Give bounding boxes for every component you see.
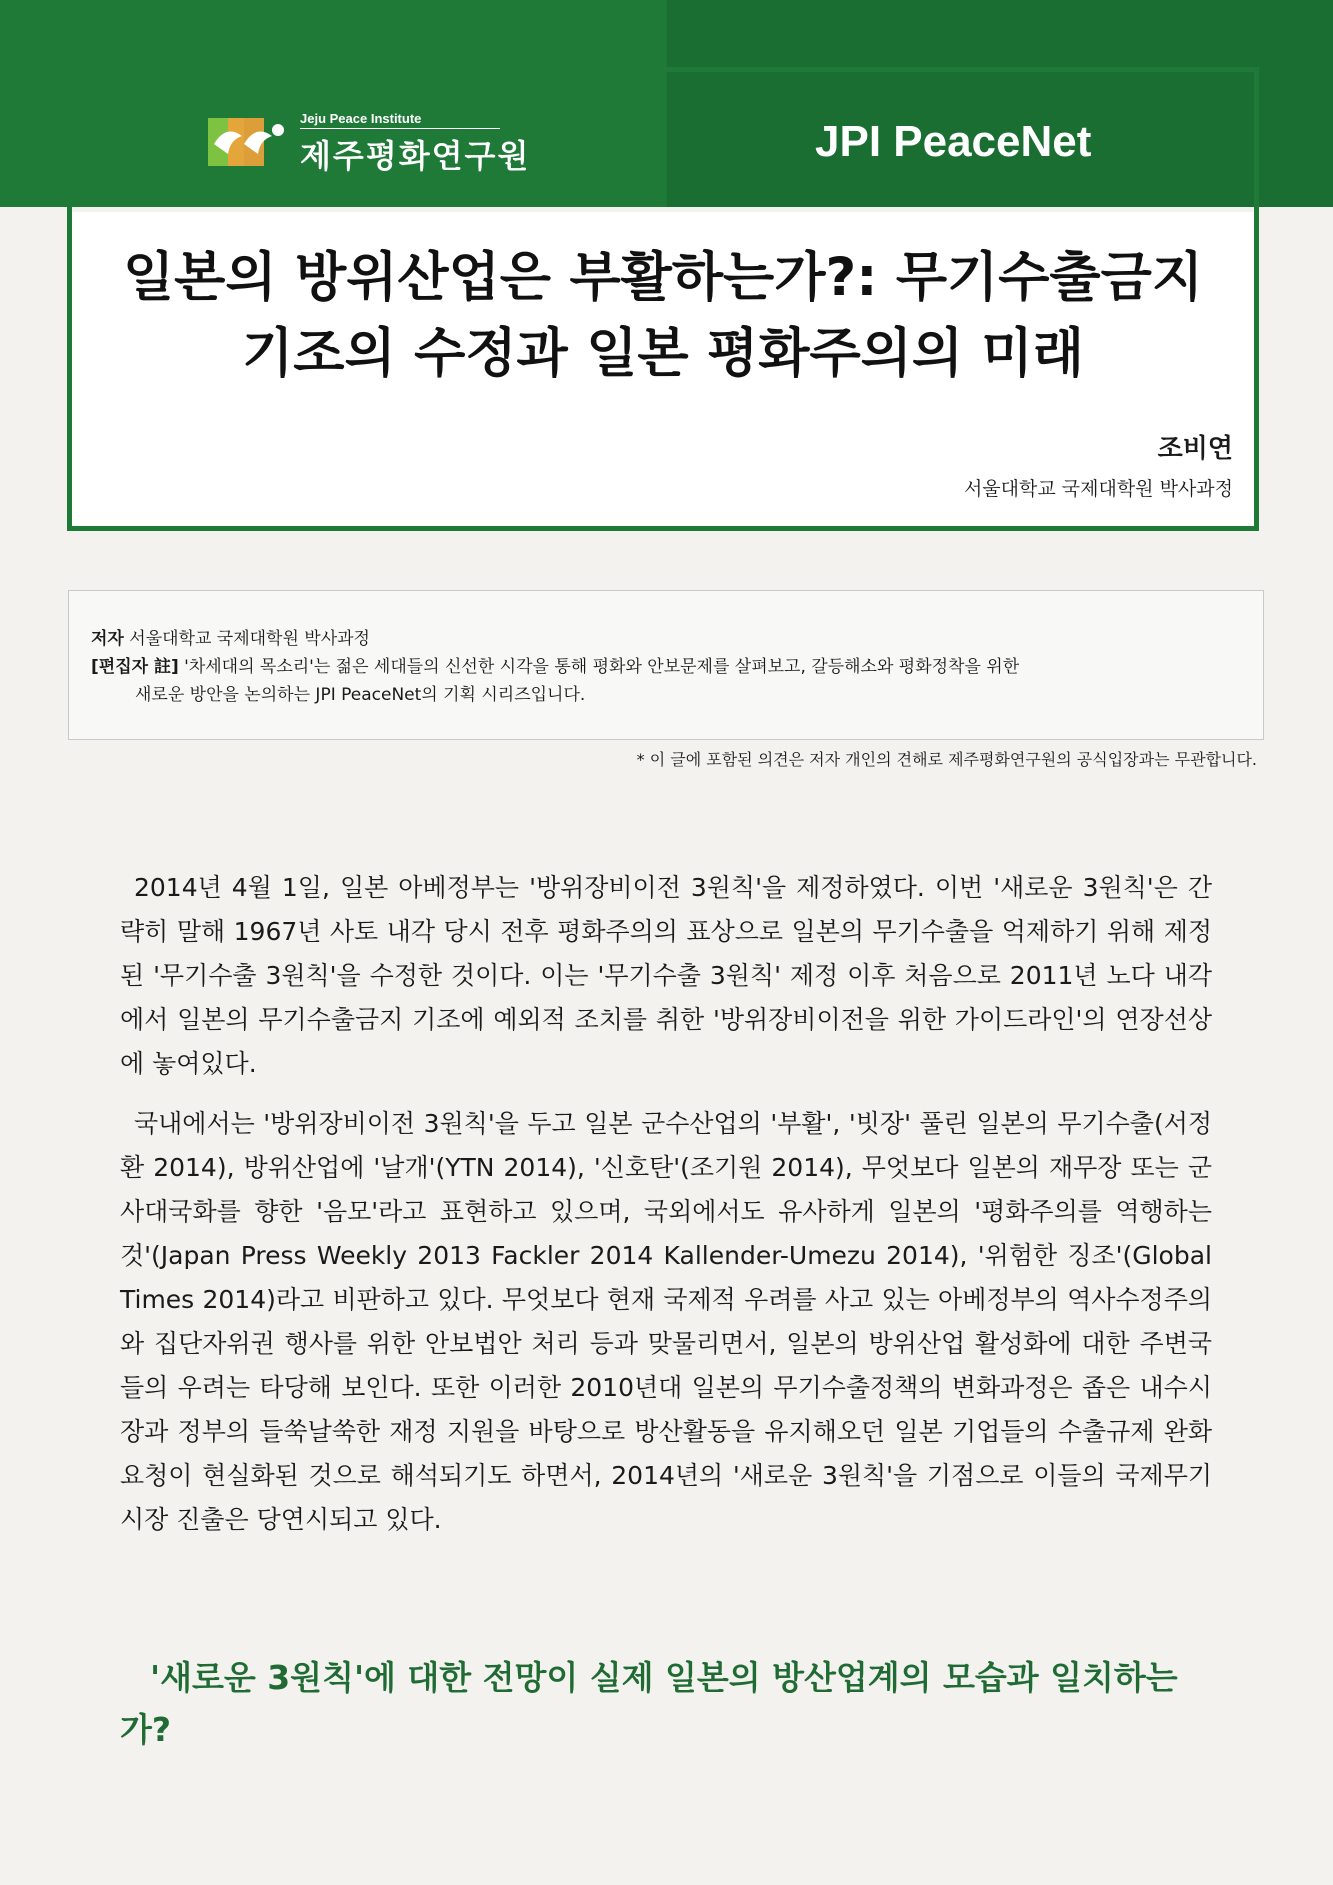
author-label: 저자	[91, 629, 124, 649]
editor-note-line-2: 새로운 방안을 논의하는 JPI PeaceNet의 기획 시리즈입니다.	[135, 685, 586, 705]
document-title	[80, 240, 1246, 392]
article-body	[120, 866, 1212, 1558]
body-paragraph-1: 2014년 4월 1일, 일본 아베정부는 '방위장비이전 3원칙'을 제정하였다. 이번 '새로운 3원칙'은 간략히 말해 1967년 사토 내각 당시 전후 평화주의의 표상으로 일본의 무기수출을 억제하기 위해 제정된 '무기수출 3원칙'을 수정한 것이다. 이는 '무기수출 3원칙' 제정 이후 처음으로 2011년 노다 내각에서 일본의 무기수출금지 기조에 예외적 조치를 취한 '방위장비이전을 위한 가이드라인'의 연장선상에 놓여있다.	[120, 873, 1212, 1078]
editor-label: [편집자 註]	[91, 657, 179, 677]
title-line-1: 일본의 방위산업은 부활하는가?: 무기수출금지	[122, 247, 1204, 308]
section-heading: '새로운 3원칙'에 대한 전망이 실제 일본의 방산업계의 모습과 일치하는가?	[120, 1658, 1178, 1749]
body-paragraph-2: 국내에서는 '방위장비이전 3원칙'을 두고 일본 군수산업의 '부활', '빗장' 풀린 일본의 무기수출(서정환 2014), 방위산업에 '날개'(YTN 2014), '신호탄'(조기원 2014), 무엇보다 일본의 재무장 또는 군사대국화를 향한 '음모'라고 표현하고 있으며, 국외에서도 유사하게 일본의 '평화주의를 역행하는 것'(Japan Press Weekly 2013 Fackler 2014 Kallender-Umezu 2014), '위험한 징조'(Global Times 2014)라고 비판하고 있다. 무엇보다 현재 국제적 우려를 사고 있는 아베정부의 역사수정주의와 집단자위권 행사를 위한 안보법안 처리 등과 맞물리면서, 일본의 방위산업 활성화에 대한 주변국들의 우려는 타당해 보인다. 또한 이러한 2010년대 일본의 무기수출정책의 변화과정은 좁은 내수시장과 정부의 들쑥날쑥한 재정 지원을 바탕으로 방산활동을 유지해오던 일본 기업들의 수출규제 완화 요청이 현실화된 것으로 해석되기도 하면서, 2014년의 '새로운 3원칙'을 기점으로 이들의 국제무기시장 진출은 당연시되고 있다.	[120, 1109, 1212, 1534]
author-name: 조비연	[1157, 434, 1233, 464]
author-value: 서울대학교 국제대학원 박사과정	[129, 629, 370, 649]
editor-note-row	[91, 653, 1239, 681]
editor-note-line-1: '차세대의 목소리'는 젊은 세대들의 신선한 시각을 통해 평화와 안보문제를 살펴보고, 갈등해소와 평화정착을 위한	[184, 657, 1020, 677]
title-line-2: 기조의 수정과 일본 평화주의의 미래	[242, 323, 1084, 384]
author-info-row	[91, 625, 1239, 653]
disclaimer: * 이 글에 포함된 의견은 저자 개인의 견해로 제주평화연구원의 공식입장과는 무관합니다.	[636, 750, 1257, 769]
institute-logo	[208, 110, 531, 175]
editor-note-row-2	[91, 681, 1239, 709]
info-box	[68, 590, 1264, 740]
institute-name-ko: 제주평화연구원	[300, 136, 531, 175]
author-affiliation: 서울대학교 국제대학원 박사과정	[963, 478, 1233, 500]
peacenet-logo: JPI PeaceNet	[815, 117, 1092, 166]
dove-icon	[208, 114, 292, 170]
institute-name-en: Jeju Peace Institute	[300, 111, 500, 129]
